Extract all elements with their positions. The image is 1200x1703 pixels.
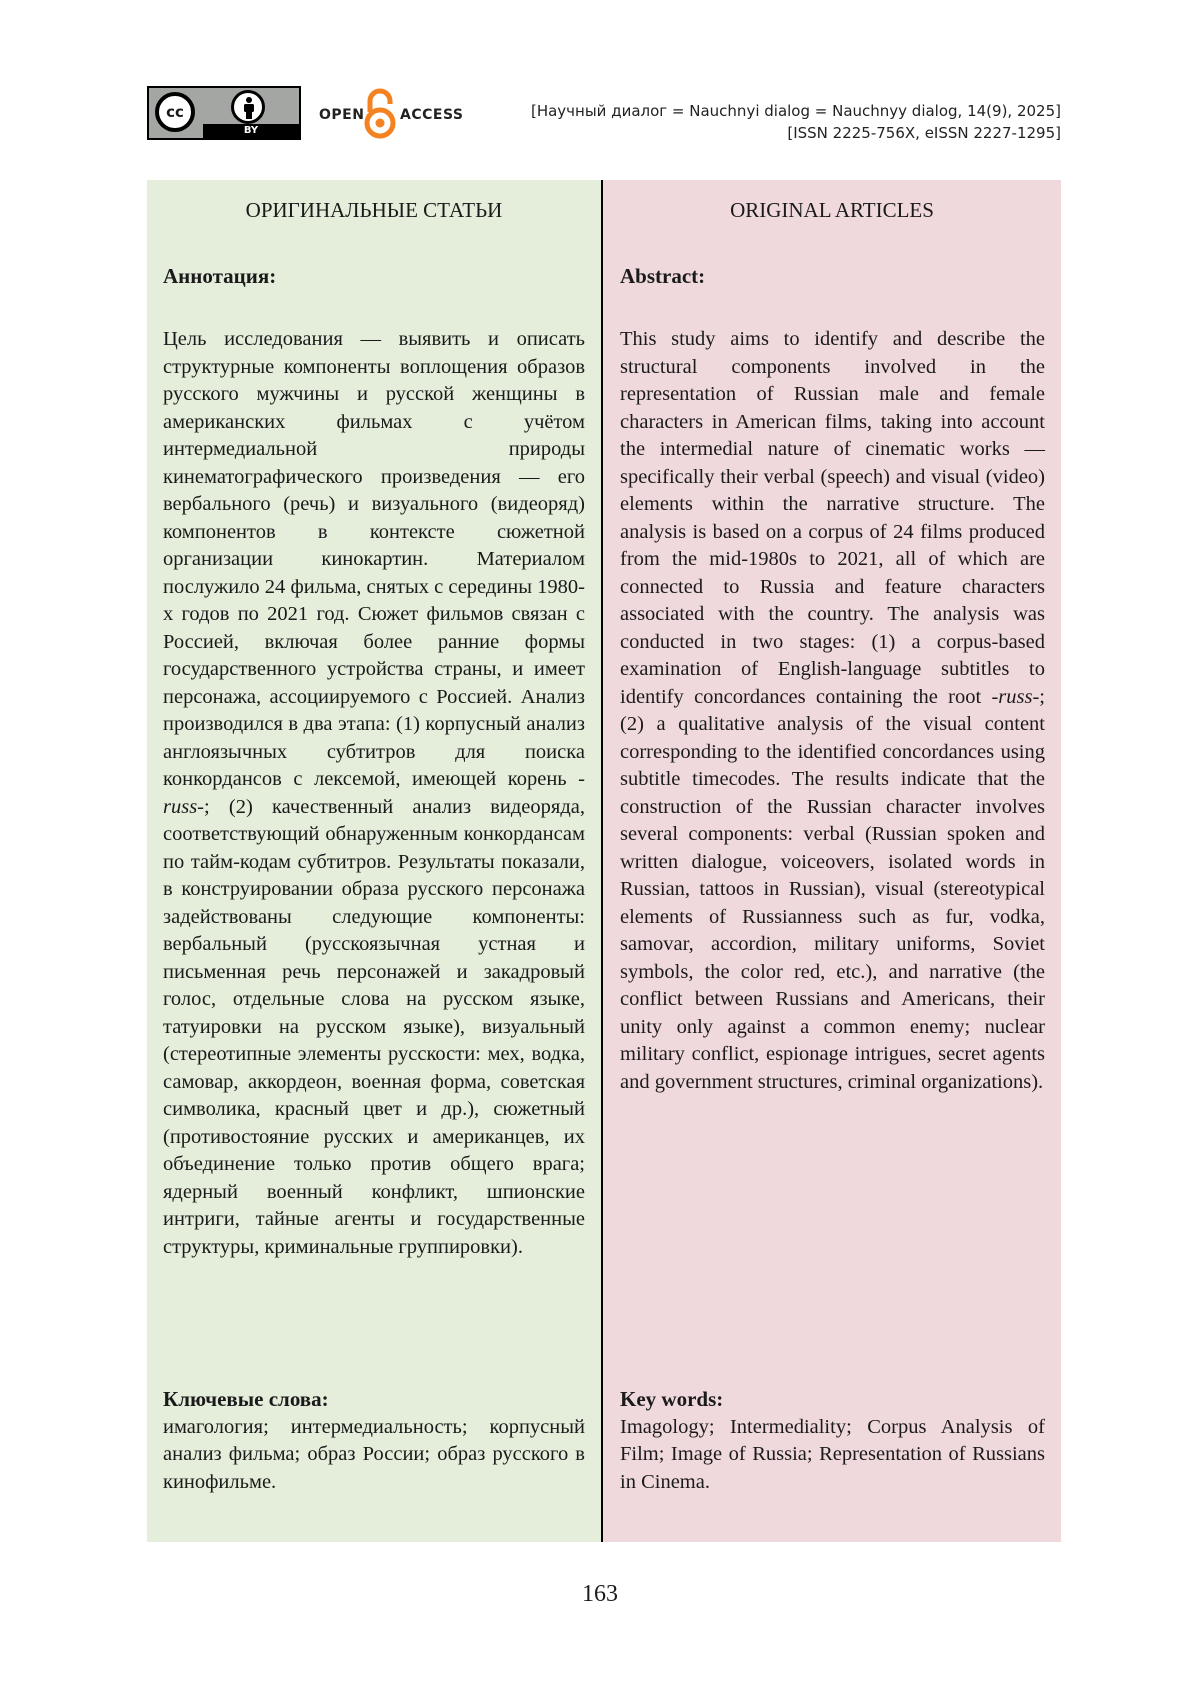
english-column: [603, 180, 1061, 1542]
russian-keywords-text: имагология; интермедиальность; корпусный анализ фильма; образ России; образ русского в кинофильме.: [163, 1415, 585, 1493]
english-keywords-label: Key words:: [620, 1387, 724, 1411]
english-abstract-part-2: ; (2) a qualitative analysis of the visual content corresponding to the identified concordances using subtitle timecodes. The results indicate that the construction of the Russian character involves several components: verbal (Russian spoken and written dialogue, voiceovers, isolated words in Russian, tattoos in Russian), visual (stereotypical elements of Russianness such as fur, vodka, samovar, accordion, military uniforms, Soviet symbols, the color red, etc.), and narrative (the conflict between Russians and Americans, their unity only against a common enemy; nuclear military conflict, espionage intrigues, secret agents and government structures, criminal organizations).: [620, 685, 1045, 1093]
english-keywords-text: Imagology; Intermediality; Corpus Analysis of Film; Image of Russia; Representation of Russians in Cinema.: [620, 1415, 1045, 1493]
russian-abstract-root: -russ-: [163, 768, 585, 818]
open-access-lock-icon: [363, 88, 397, 140]
journal-title-line: [Научный диалог = Nauchnyi dialog = Nauchnyy dialog, 14(9), 2025]: [530, 102, 1061, 120]
english-abstract-text: [620, 326, 1045, 1096]
russian-abstract-part-1: Цель исследования — выявить и описать структурные компоненты воплощения образов русского мужчины и русской женщины в американских фильмах с учётом интермедиальной природы кинематографического произведения — его вербального (речь) и визуального (видеоряд) компонентов в контексте сюжетной организации кинокартин. Материалом послужило 24 фильма, снятых с середины 1980-х годов по 2021 год. Сюжет фильмов связан с Россией, включая более ранние формы государственного устройства страны, и имеет персонажа, ассоциируемого с Россией. Анализ производился в два этапа: (1) корпусный анализ англоязычных субтитров для поиска конкордансов с лексемой, имеющей корень: [163, 328, 585, 790]
russian-column: [147, 180, 603, 1542]
attribution-person-icon: [231, 90, 265, 124]
journal-citation: [531, 100, 1061, 144]
creative-commons-icon: cc: [155, 92, 195, 132]
open-access-access-text: ACCESS: [400, 107, 464, 123]
english-abstract-part-1: This study aims to identify and describe the structural components involved in the representation of Russian male and female characters in American films, taking into account the intermedial nature of cinematic works — specifically their verbal (speech) and visual (video) elements within the narrative structure. The analysis is based on a corpus of 24 films produced from the mid-1980s to 2021, all of which are connected to Russia and feature characters associated with the country. The analysis was conducted in two stages: (1) a corpus-based examination of English-language subtitles to identify concordances containing the root: [620, 328, 1045, 708]
page-number: 163: [582, 1581, 618, 1607]
english-abstract-root: -russ-: [991, 685, 1040, 708]
page-header: [147, 86, 1061, 142]
russian-abstract-label: Аннотация:: [163, 264, 277, 288]
english-abstract-label: Abstract:: [620, 264, 706, 288]
russian-section-title: ОРИГИНАЛЬНЫЕ СТАТЬИ: [245, 198, 503, 222]
english-keywords-block: [620, 1386, 1045, 1496]
russian-abstract-part-2: ; (2) качественный анализ видеоряда, соответствующий обнаруженным конкордансам по тайм-кодам субтитров. Результаты показали, в конструировании образа русского персонажа задействованы следующие компоненты: вербальный (русскоязычная устная и письменная речь персонажей и закадровый голос, отдельные слова на русском языке, татуировки на русском языке), визуальный (стереотипные элементы русскости: мех, водка, самовар, аккордеон, военная форма, советская символика, красный цвет и др.), сюжетный (противостояние русских и американцев, их объединение только против общего врага; ядерный военный конфликт, шпионские интриги, тайные агенты и государственные структуры, криминальные группировки).: [163, 795, 585, 1258]
cc-by-license-badge[interactable]: [147, 86, 301, 140]
journal-issn-line: [ISSN 2225-756X, eISSN 2227-1295]: [787, 124, 1061, 142]
bilingual-abstract-table: [147, 180, 1061, 1542]
russian-keywords-block: [163, 1386, 585, 1496]
russian-keywords-label: Ключевые слова:: [163, 1387, 329, 1411]
russian-abstract-text: [163, 326, 585, 1261]
open-access-open-text: OPEN: [319, 107, 365, 123]
license-type-label: BY: [203, 124, 299, 138]
english-section-title: ORIGINAL ARTICLES: [730, 198, 934, 222]
